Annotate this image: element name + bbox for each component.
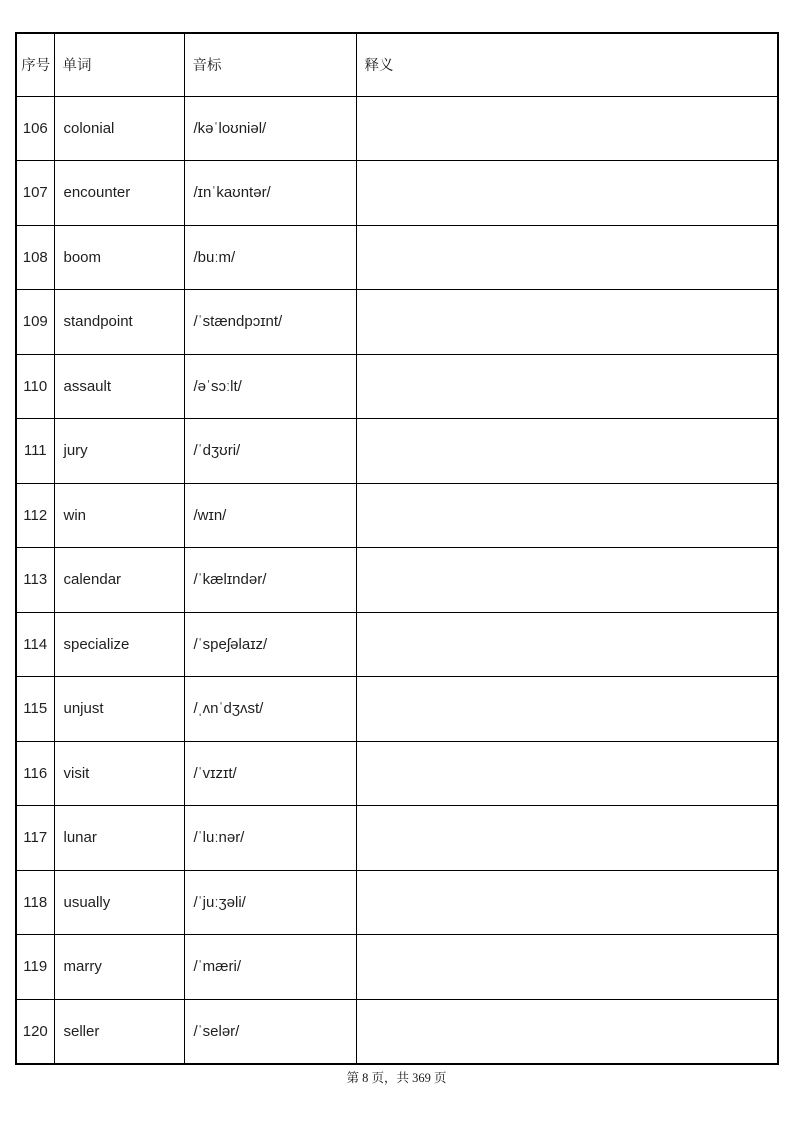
word-cell: jury — [54, 419, 184, 484]
phonetic-cell: /ˈdʒʊri/ — [184, 419, 356, 484]
phonetic-cell: /wɪn/ — [184, 483, 356, 548]
row-number-cell: 115 — [16, 677, 54, 742]
table-row — [16, 935, 778, 1000]
phonetic-cell: /ˈvɪzɪt/ — [184, 741, 356, 806]
row-number-cell: 116 — [16, 741, 54, 806]
meaning-cell — [356, 935, 778, 1000]
header-cell-phonetic: 音标 — [184, 33, 356, 96]
header-row — [16, 33, 778, 96]
table-body — [16, 96, 778, 1064]
phonetic-cell: /ˈspeʃəlaɪz/ — [184, 612, 356, 677]
table-row — [16, 354, 778, 419]
word-cell: marry — [54, 935, 184, 1000]
word-cell: usually — [54, 870, 184, 935]
word-cell: seller — [54, 999, 184, 1064]
meaning-cell — [356, 870, 778, 935]
row-number-cell: 106 — [16, 96, 54, 161]
word-cell: lunar — [54, 806, 184, 871]
table-row — [16, 741, 778, 806]
row-number-cell: 114 — [16, 612, 54, 677]
word-cell: unjust — [54, 677, 184, 742]
table-row — [16, 870, 778, 935]
table-row — [16, 999, 778, 1064]
phonetic-cell: /ˈstændpɔɪnt/ — [184, 290, 356, 355]
word-cell: assault — [54, 354, 184, 419]
table-row — [16, 483, 778, 548]
table-row — [16, 806, 778, 871]
phonetic-cell: /ˈkælɪndər/ — [184, 548, 356, 613]
meaning-cell — [356, 483, 778, 548]
word-cell: specialize — [54, 612, 184, 677]
meaning-cell — [356, 741, 778, 806]
header-cell-word: 单词 — [54, 33, 184, 96]
row-number-cell: 110 — [16, 354, 54, 419]
meaning-cell — [356, 225, 778, 290]
header-cell-number: 序号 — [16, 33, 54, 96]
word-cell: win — [54, 483, 184, 548]
table-row — [16, 225, 778, 290]
meaning-cell — [356, 96, 778, 161]
phonetic-cell: /ɪnˈkaʊntər/ — [184, 161, 356, 226]
phonetic-cell: /ˈjuːʒəli/ — [184, 870, 356, 935]
row-number-cell: 113 — [16, 548, 54, 613]
meaning-cell — [356, 677, 778, 742]
meaning-cell — [356, 806, 778, 871]
vocabulary-table — [15, 32, 779, 1065]
row-number-cell: 112 — [16, 483, 54, 548]
phonetic-cell: /ˌʌnˈdʒʌst/ — [184, 677, 356, 742]
phonetic-cell: /ˈluːnər/ — [184, 806, 356, 871]
word-cell: colonial — [54, 96, 184, 161]
meaning-cell — [356, 999, 778, 1064]
meaning-cell — [356, 612, 778, 677]
word-cell: standpoint — [54, 290, 184, 355]
table-row — [16, 419, 778, 484]
row-number-cell: 118 — [16, 870, 54, 935]
row-number-cell: 119 — [16, 935, 54, 1000]
table-row — [16, 677, 778, 742]
phonetic-cell: /buːm/ — [184, 225, 356, 290]
table-row — [16, 548, 778, 613]
table-row — [16, 612, 778, 677]
row-number-cell: 107 — [16, 161, 54, 226]
row-number-cell: 109 — [16, 290, 54, 355]
row-number-cell: 120 — [16, 999, 54, 1064]
meaning-cell — [356, 161, 778, 226]
row-number-cell: 117 — [16, 806, 54, 871]
meaning-cell — [356, 419, 778, 484]
table-row — [16, 161, 778, 226]
table-row — [16, 290, 778, 355]
page-number-footer: 第 8 页，共 369 页 — [346, 1071, 447, 1085]
word-cell: calendar — [54, 548, 184, 613]
phonetic-cell: /kəˈloʊniəl/ — [184, 96, 356, 161]
meaning-cell — [356, 354, 778, 419]
table-header — [16, 33, 778, 96]
phonetic-cell: /ˈmæri/ — [184, 935, 356, 1000]
phonetic-cell: /ˈselər/ — [184, 999, 356, 1064]
row-number-cell: 108 — [16, 225, 54, 290]
meaning-cell — [356, 290, 778, 355]
phonetic-cell: /əˈsɔːlt/ — [184, 354, 356, 419]
meaning-cell — [356, 548, 778, 613]
word-cell: encounter — [54, 161, 184, 226]
header-cell-meaning: 释义 — [356, 33, 778, 96]
table-row — [16, 96, 778, 161]
word-cell: visit — [54, 741, 184, 806]
word-cell: boom — [54, 225, 184, 290]
row-number-cell: 111 — [16, 419, 54, 484]
